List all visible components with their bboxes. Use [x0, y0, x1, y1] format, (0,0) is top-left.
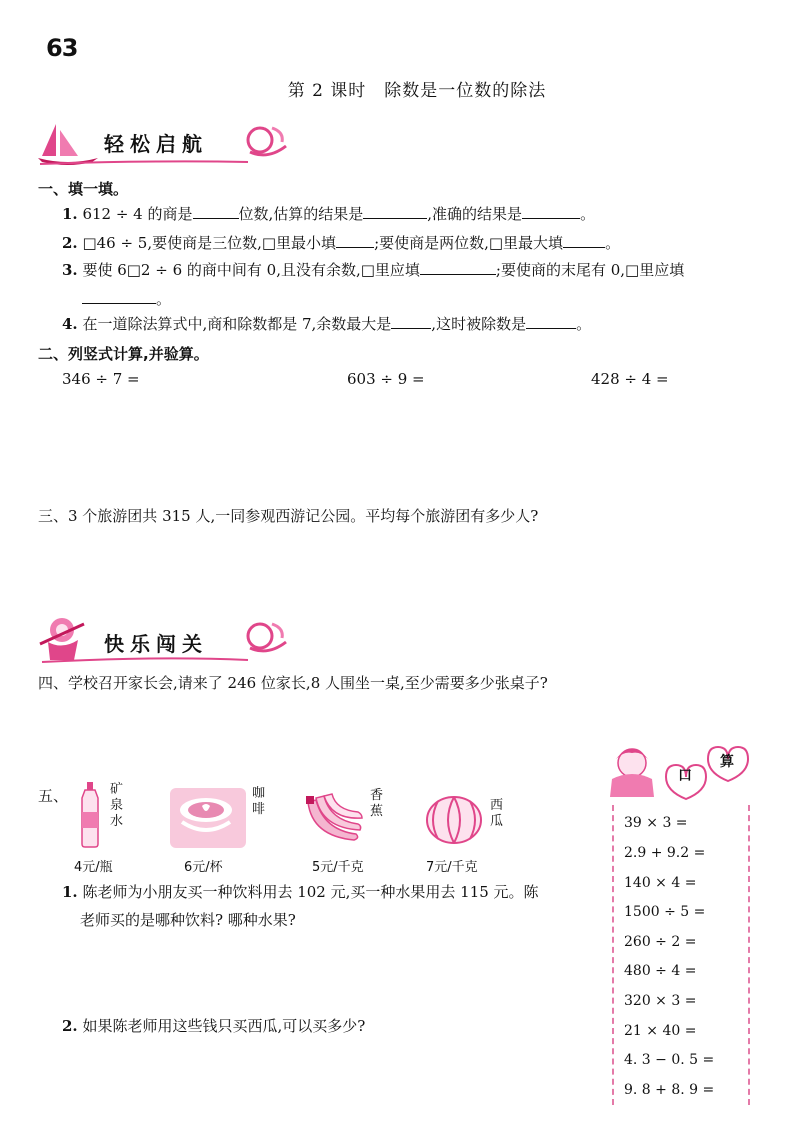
mental-item: 39 × 3 = — [624, 815, 688, 831]
banana-icon — [304, 792, 364, 846]
question-5-1-cont: 老师买的是哪种饮料? 哪种水果? — [80, 911, 296, 929]
mental-math-panel — [612, 745, 750, 1105]
question-number: 4. — [62, 315, 78, 333]
section1-heading: 一、填一填。 — [38, 180, 129, 198]
product-watermelon — [424, 782, 524, 875]
mental-item: 140 × 4 = — [624, 875, 697, 891]
product-banana — [304, 782, 404, 875]
page-number: 63 — [46, 34, 78, 62]
question-1-4 — [62, 314, 591, 334]
section4-problem: 四、学校召开家长会,请来了 246 位家长,8 人围坐一桌,至少需要多少张桌子? — [38, 674, 548, 692]
mental-item: 4. 3 − 0. 5 = — [624, 1052, 715, 1068]
product-name: 香蕉 — [370, 788, 384, 819]
question-number: 1. — [62, 205, 78, 223]
mental-item: 2.9 + 9.2 = — [624, 845, 706, 861]
question-1-2 — [62, 233, 620, 253]
question-text: 。 — [605, 234, 621, 252]
question-text: 612 ÷ 4 的商是 — [77, 205, 193, 223]
question-text: 如果陈老师用这些钱只买西瓜,可以买多少? — [77, 1017, 366, 1035]
question-text: ;要使商的末尾有 0,□里应填 — [495, 261, 685, 279]
banner-happy-challenge — [38, 614, 288, 658]
question-number: 3. — [62, 261, 78, 279]
question-text: 陈老师为小朋友买一种饮料用去 102 元,买一种水果用去 115 元。陈 — [77, 883, 539, 901]
product-price: 5元/千克 — [312, 860, 364, 875]
answer-blank[interactable] — [563, 233, 605, 248]
coffee-cup-icon — [170, 788, 246, 848]
product-water — [70, 782, 150, 875]
banner-easy-start — [38, 120, 288, 164]
question-text: ,准确的结果是 — [427, 205, 523, 223]
question-number: 2. — [62, 1017, 78, 1035]
question-text: □46 ÷ 5,要使商是三位数,□里最小填 — [77, 234, 337, 252]
mental-item: 1500 ÷ 5 = — [624, 904, 706, 920]
question-text: 要使 6□2 ÷ 6 的商中间有 0,且没有余数,□里应填 — [77, 261, 420, 279]
answer-blank[interactable] — [336, 233, 374, 248]
question-text: 位数,估算的结果是 — [238, 205, 364, 223]
product-price: 6元/杯 — [184, 860, 223, 875]
section5-label: 五、 — [38, 787, 69, 805]
question-text: ;要使商是两位数,□里最大填 — [374, 234, 564, 252]
question-text: 。 — [580, 205, 596, 223]
section2-heading: 二、列竖式计算,并验算。 — [38, 345, 209, 363]
calc-expression: 603 ÷ 9 = — [347, 370, 425, 388]
banner-title: 轻松启航 — [104, 132, 208, 156]
mental-item: 260 ÷ 2 = — [624, 934, 697, 950]
question-text: 在一道除法算式中,商和除数都是 7,余数最大是 — [77, 315, 392, 333]
question-text: 。 — [156, 290, 172, 308]
question-5-2 — [62, 1016, 365, 1036]
question-5-1 — [62, 882, 539, 902]
answer-blank[interactable] — [193, 204, 239, 219]
answer-blank[interactable] — [526, 314, 576, 329]
question-text: 。 — [576, 315, 592, 333]
answer-blank[interactable] — [522, 204, 580, 219]
answer-blank[interactable] — [82, 289, 156, 304]
question-1-3 — [62, 260, 684, 280]
product-name: 西瓜 — [490, 798, 504, 829]
question-number: 2. — [62, 234, 78, 252]
answer-blank[interactable] — [391, 314, 431, 329]
question-number: 1. — [62, 883, 78, 901]
mental-item: 320 × 3 = — [624, 993, 697, 1009]
banner-title: 快乐闯关 — [104, 632, 208, 656]
mental-item: 21 × 40 = — [624, 1023, 697, 1039]
answer-blank[interactable] — [363, 204, 427, 219]
calc-expression: 428 ÷ 4 = — [591, 370, 669, 388]
question-text: ,这时被除数是 — [431, 315, 527, 333]
mental-item: 480 ÷ 4 = — [624, 963, 697, 979]
question-1-1 — [62, 204, 595, 224]
product-price: 4元/瓶 — [74, 860, 113, 875]
mental-list-box — [612, 805, 750, 1105]
watermelon-icon — [424, 794, 484, 846]
product-price: 7元/千克 — [426, 860, 478, 875]
mental-title-2: 算 — [720, 754, 734, 770]
answer-blank[interactable] — [420, 260, 496, 275]
mental-title-1: 口 — [678, 768, 692, 784]
water-bottle-icon — [78, 782, 102, 848]
section3-problem: 三、3 个旅游团共 315 人,一同参观西游记公园。平均每个旅游团有多少人? — [38, 507, 539, 525]
lesson-title: 第 2 课时 除数是一位数的除法 — [287, 81, 547, 101]
calc-expression: 346 ÷ 7 = — [62, 370, 140, 388]
product-name: 咖啡 — [252, 786, 266, 817]
question-1-3-cont — [82, 289, 171, 309]
product-coffee — [170, 782, 280, 875]
mental-item: 9. 8 + 8. 9 = — [624, 1082, 715, 1098]
product-name: 矿泉水 — [110, 782, 124, 829]
